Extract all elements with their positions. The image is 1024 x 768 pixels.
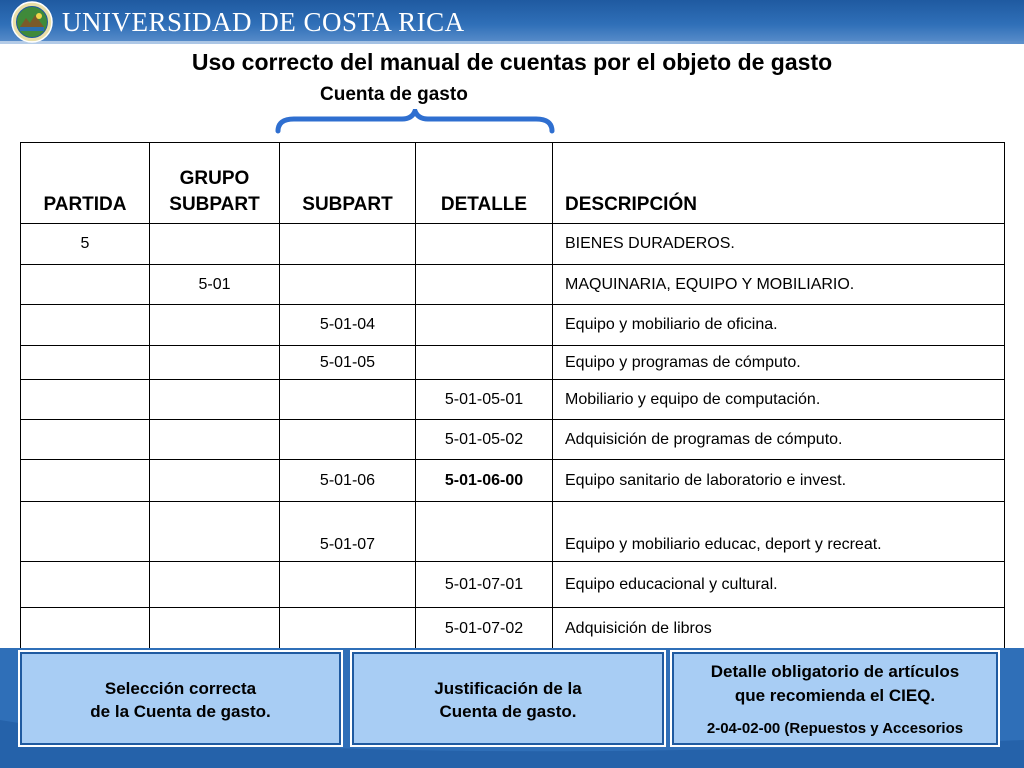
table-row xyxy=(21,420,1005,460)
cell-subpart xyxy=(280,380,416,420)
curly-brace-icon xyxy=(274,109,556,135)
cell-partida xyxy=(21,608,150,650)
cell-subpart: 5-01-04 xyxy=(280,305,416,346)
cell-descripcion: Adquisición de programas de cómputo. xyxy=(553,420,1005,460)
footer-box1-line1: Selección correcta xyxy=(104,679,257,698)
header-detalle: DETALLE xyxy=(416,143,553,224)
cell-descripcion: Equipo educacional y cultural. xyxy=(553,562,1005,608)
cell-partida xyxy=(21,265,150,305)
university-seal-icon xyxy=(11,1,53,43)
subtitle: Cuenta de gasto xyxy=(320,84,468,105)
header-grupo-subpart xyxy=(150,143,280,224)
cell-detalle xyxy=(416,346,553,380)
cell-partida: 5 xyxy=(21,224,150,265)
cell-grupo xyxy=(150,460,280,502)
table-row xyxy=(21,502,1005,562)
cell-detalle: 5-01-07-02 xyxy=(416,608,553,650)
cell-subpart xyxy=(280,224,416,265)
footer-box3-line3: 2-04-02-00 (Repuestos y Accesorios xyxy=(706,720,964,737)
cell-grupo xyxy=(150,346,280,380)
cell-subpart xyxy=(280,562,416,608)
cell-partida xyxy=(21,346,150,380)
footer-box-detalle xyxy=(672,652,998,745)
header-partida: PARTIDA xyxy=(21,143,150,224)
cell-subpart xyxy=(280,420,416,460)
cell-grupo xyxy=(150,305,280,346)
cell-detalle xyxy=(416,502,553,562)
cell-grupo: 5-01 xyxy=(150,265,280,305)
cell-subpart: 5-01-06 xyxy=(280,460,416,502)
cell-grupo xyxy=(150,562,280,608)
footer-box-seleccion xyxy=(20,652,341,745)
table-row xyxy=(21,608,1005,650)
cell-detalle xyxy=(416,265,553,305)
table-row xyxy=(21,380,1005,420)
cell-detalle: 5-01-05-01 xyxy=(416,380,553,420)
accounts-table xyxy=(20,142,1005,650)
cell-descripcion: BIENES DURADEROS. xyxy=(553,224,1005,265)
cell-partida xyxy=(21,380,150,420)
cell-grupo xyxy=(150,420,280,460)
cell-partida xyxy=(21,502,150,562)
table-row xyxy=(21,562,1005,608)
table-row xyxy=(21,460,1005,502)
university-name: UNIVERSIDAD DE COSTA RICA xyxy=(62,7,465,37)
cell-descripcion: MAQUINARIA, EQUIPO Y MOBILIARIO. xyxy=(553,265,1005,305)
cell-grupo xyxy=(150,224,280,265)
table-row xyxy=(21,305,1005,346)
header-grupo-line2: SUBPART xyxy=(169,194,260,215)
table-row xyxy=(21,224,1005,265)
page-title: Uso correcto del manual de cuentas por el objeto de gasto xyxy=(191,49,833,75)
footer-box1-line2: de la Cuenta de gasto. xyxy=(90,702,271,721)
header-descripcion: DESCRIPCIÓN xyxy=(553,143,1005,224)
footer-box2-line2: Cuenta de gasto. xyxy=(439,702,577,721)
footer-box3-line2: que recomienda el CIEQ. xyxy=(734,686,936,705)
cell-subpart xyxy=(280,608,416,650)
footer-box2-line1: Justificación de la xyxy=(434,679,582,698)
table-row xyxy=(21,346,1005,380)
cell-descripcion: Mobiliario y equipo de computación. xyxy=(553,380,1005,420)
cell-descripcion: Adquisición de libros xyxy=(553,608,1005,650)
footer-box3-line1: Detalle obligatorio de artículos xyxy=(710,662,960,681)
cell-subpart: 5-01-07 xyxy=(280,502,416,562)
cell-detalle xyxy=(416,224,553,265)
table-row xyxy=(21,265,1005,305)
cell-detalle: 5-01-05-02 xyxy=(416,420,553,460)
cell-grupo xyxy=(150,502,280,562)
cell-descripcion: Equipo y mobiliario de oficina. xyxy=(553,305,1005,346)
table-header-row xyxy=(21,143,1005,224)
cell-descripcion: Equipo sanitario de laboratorio e invest. xyxy=(553,460,1005,502)
header-subpart: SUBPART xyxy=(280,143,416,224)
cell-grupo xyxy=(150,608,280,650)
cell-grupo xyxy=(150,380,280,420)
cell-partida xyxy=(21,305,150,346)
cell-subpart xyxy=(280,265,416,305)
cell-descripcion: Equipo y programas de cómputo. xyxy=(553,346,1005,380)
header-grupo-line1: GRUPO xyxy=(179,168,250,189)
cell-detalle: 5-01-07-01 xyxy=(416,562,553,608)
cell-subpart: 5-01-05 xyxy=(280,346,416,380)
cell-partida xyxy=(21,420,150,460)
cell-descripcion: Equipo y mobiliario educac, deport y recreat. xyxy=(553,502,1005,562)
cell-detalle xyxy=(416,305,553,346)
footer-box-justificacion xyxy=(352,652,664,745)
cell-partida xyxy=(21,562,150,608)
cell-partida xyxy=(21,460,150,502)
header-band xyxy=(0,0,1024,44)
cell-detalle: 5-01-06-00 xyxy=(416,460,553,502)
